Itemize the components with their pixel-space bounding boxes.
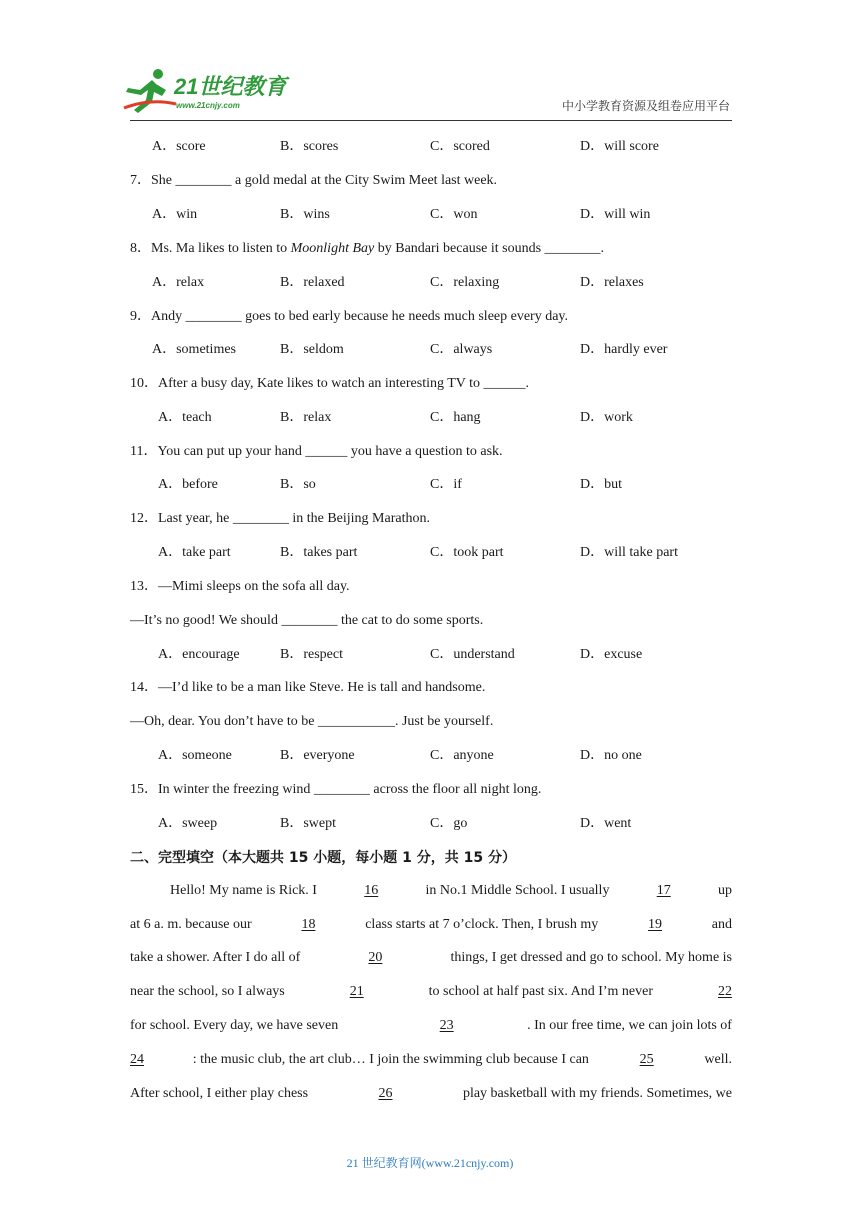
- option-b: B．wins: [280, 207, 330, 222]
- question-12-options: [0, 543, 860, 563]
- page-footer: 21 世纪教育网(www.21cnjy.com): [346, 1156, 514, 1170]
- question-14-options: [0, 746, 860, 766]
- option-c: C．hang: [430, 410, 481, 425]
- question-13-stem: 13．—Mimi sleeps on the sofa all day.: [130, 579, 350, 594]
- question-15-stem: 15．In winter the freezing wind ________ across the floor all night long.: [130, 782, 542, 797]
- option-b: B．scores: [280, 139, 339, 154]
- question-7-options: [0, 205, 860, 225]
- passage-line-1: Hello! My name is Rick. I 16 in No.1 Middle School. I usually 17 up: [170, 881, 732, 901]
- question-14-reply: —Oh, dear. You don’t have to be ___________. Just be yourself.: [130, 714, 494, 729]
- option-b: B．seldom: [280, 342, 344, 357]
- option-c: C．took part: [430, 545, 504, 560]
- option-d: D．will take part: [580, 545, 678, 560]
- option-c: C．go: [430, 816, 468, 831]
- blank-26: 26: [378, 1086, 393, 1101]
- logo-text: 21世纪教育: [174, 74, 287, 99]
- blank-22: 22: [717, 984, 732, 999]
- blank-17: 17: [656, 883, 671, 898]
- passage-line-3: take a shower. After I do all of 20 things, I get dressed and go to school. My home is: [130, 948, 732, 968]
- option-d: D．but: [580, 477, 622, 492]
- option-c: C．understand: [430, 647, 515, 662]
- option-d: D．no one: [580, 748, 642, 763]
- option-b: B．everyone: [280, 748, 355, 763]
- option-a: A．score: [152, 139, 206, 154]
- option-a: A．someone: [158, 748, 232, 763]
- option-a: A．relax: [152, 275, 205, 290]
- question-15-options: [0, 814, 860, 834]
- option-a: A．teach: [158, 410, 212, 425]
- option-a: A．sometimes: [152, 342, 236, 357]
- blank-19: 19: [648, 917, 663, 932]
- question-8-options: [0, 273, 860, 293]
- question-13-options: [0, 645, 860, 665]
- option-d: D．excuse: [580, 647, 643, 662]
- question-9-options: [0, 340, 860, 360]
- option-d: D．relaxes: [580, 275, 644, 290]
- question-7-stem: 7．She ________ a gold medal at the City Swim Meet last week.: [130, 173, 498, 188]
- passage-line-7: After school, I either play chess 26 play basketball with my friends. Sometimes, we: [130, 1084, 732, 1104]
- option-b: B．swept: [280, 816, 336, 831]
- question-14-stem: 14．—I’d like to be a man like Steve. He is tall and handsome.: [130, 680, 486, 695]
- option-c: C．won: [430, 207, 478, 222]
- question-11-options: [0, 475, 860, 495]
- blank-24: 24: [130, 1052, 144, 1067]
- question-11-stem: 11．You can put up your hand ______ you have a question to ask.: [130, 444, 503, 459]
- option-d: D．hardly ever: [580, 342, 668, 357]
- option-b: B．relaxed: [280, 275, 345, 290]
- header-tagline: 中小学教育资源及组卷应用平台: [561, 99, 730, 113]
- option-b: B．respect: [280, 647, 343, 662]
- passage-line-2: at 6 a. m. because our 18 class starts at 7 o’clock. Then, I brush my 19 and: [130, 915, 732, 935]
- option-d: D．will score: [580, 139, 659, 154]
- question-12-stem: 12．Last year, he ________ in the Beijing Marathon.: [130, 511, 430, 526]
- page-header: [0, 0, 860, 130]
- option-c: C．relaxing: [430, 275, 500, 290]
- option-c: C．anyone: [430, 748, 494, 763]
- question-8-stem: 8．Ms. Ma likes to listen to Moonlight Bay by Bandari because it sounds ________.: [130, 241, 605, 256]
- option-b: B．so: [280, 477, 316, 492]
- option-b: B．takes part: [280, 545, 358, 560]
- passage-line-6: 24 : the music club, the art club… I join the swimming club because I can 25 well.: [130, 1050, 732, 1070]
- blank-25: 25: [639, 1052, 654, 1067]
- option-a: A．encourage: [158, 647, 240, 662]
- passage-line-5: for school. Every day, we have seven 23 . In our free time, we can join lots of: [130, 1016, 732, 1036]
- question-10-options: [0, 408, 860, 428]
- runner-icon: [122, 68, 178, 114]
- question-13-reply: —It’s no good! We should ________ the cat to do some sports.: [130, 613, 484, 628]
- question-9-stem: 9．Andy ________ goes to bed early because he needs much sleep every day.: [130, 309, 569, 324]
- blank-16: 16: [364, 883, 379, 898]
- option-c: C．always: [430, 342, 493, 357]
- option-a: A．sweep: [158, 816, 218, 831]
- option-b: B．relax: [280, 410, 332, 425]
- question-10-stem: 10．After a busy day, Kate likes to watch an interesting TV to ______.: [130, 376, 530, 391]
- option-d: D．went: [580, 816, 632, 831]
- blank-21: 21: [349, 984, 364, 999]
- site-logo: [122, 68, 292, 116]
- question-6-options: [0, 137, 860, 157]
- blank-23: 23: [439, 1018, 454, 1033]
- header-divider: [130, 120, 732, 121]
- option-a: A．take part: [158, 545, 231, 560]
- option-c: C．if: [430, 477, 462, 492]
- option-d: D．work: [580, 410, 633, 425]
- option-c: C．scored: [430, 139, 490, 154]
- option-a: A．before: [158, 477, 218, 492]
- passage-line-4: near the school, so I always 21 to school at half past six. And I’m never 22: [130, 982, 732, 1002]
- option-a: A．win: [152, 207, 198, 222]
- logo-url: www.21cnjy.com: [176, 101, 240, 110]
- blank-20: 20: [368, 950, 383, 965]
- blank-18: 18: [301, 917, 316, 932]
- option-d: D．will win: [580, 207, 651, 222]
- song-title: Moonlight Bay: [290, 241, 375, 256]
- section-2-title: 二、完型填空（本大题共 15 小题，每小题 1 分，共 15 分）: [130, 850, 516, 866]
